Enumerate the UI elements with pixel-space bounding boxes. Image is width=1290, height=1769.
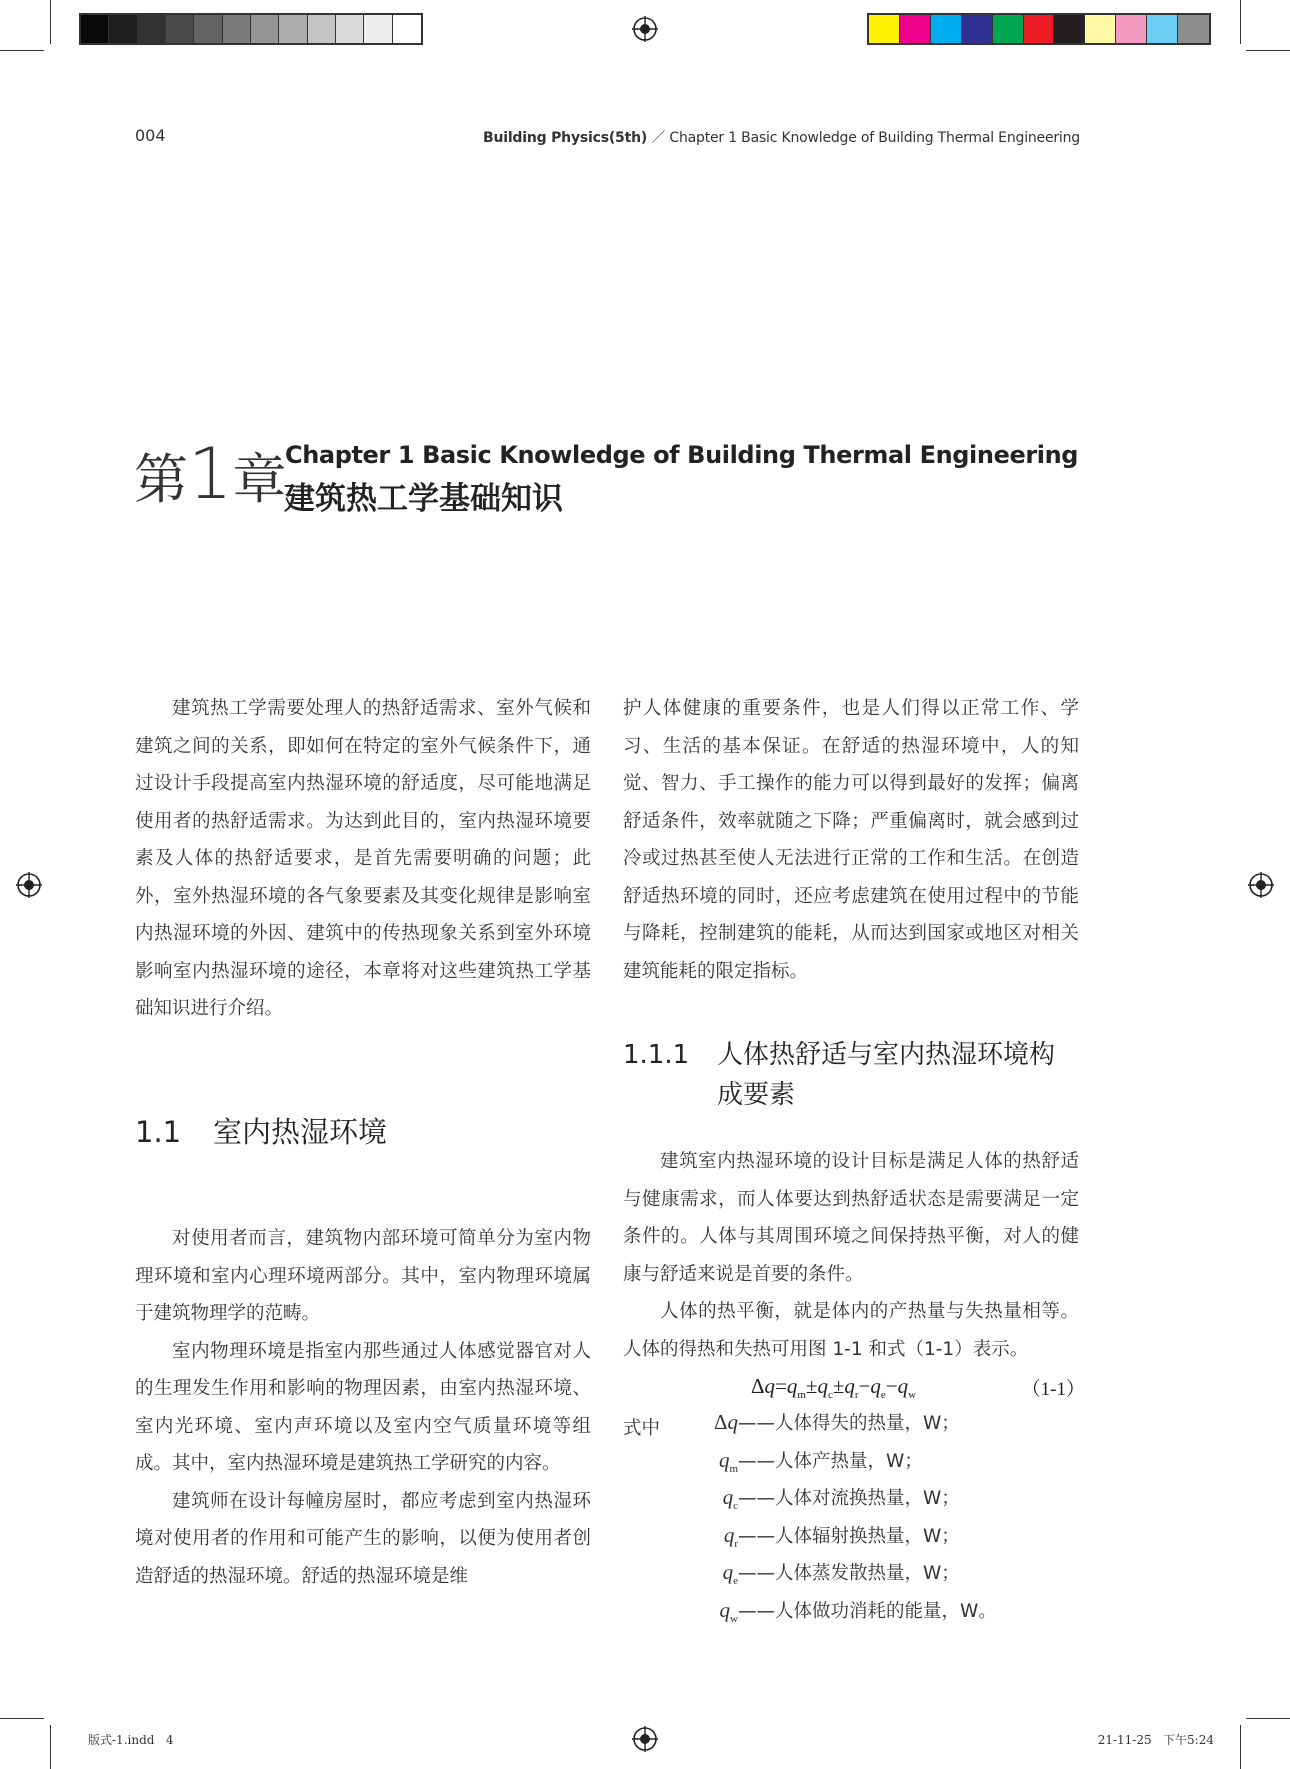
header-separator: ／	[651, 130, 666, 146]
color-swatch	[81, 15, 109, 43]
crop-mark	[1240, 0, 1241, 44]
subsection-title: 人体热舒适与室内热湿环境构	[717, 1040, 1056, 1070]
symbol-definition-row	[680, 1559, 960, 1587]
color-swatch	[393, 15, 421, 43]
grayscale-color-bar	[79, 13, 423, 45]
chapter-reference: Chapter 1 Basic Knowledge of Building Thermal Engineering	[669, 130, 1080, 146]
subsection-heading	[623, 1035, 1093, 1115]
paragraph: 建筑室内热湿环境的设计目标是满足人体的热舒适与健康需求，而人体要达到热舒适状态是需要满足一定条件的。人体与其周围环境之间保持热平衡，对人的健康与舒适来说是首要的条件。	[623, 1151, 1079, 1285]
symbol-definition-row	[680, 1447, 923, 1475]
where-label: 式中	[623, 1418, 661, 1439]
color-swatch	[1147, 15, 1178, 43]
symbol-definition-row	[680, 1484, 960, 1512]
registration-mark-icon	[632, 1726, 658, 1752]
left-column	[135, 690, 591, 1028]
crop-mark	[1246, 1718, 1290, 1719]
color-swatch	[1024, 15, 1055, 43]
paragraph: 建筑师在设计每幢房屋时，都应考虑到室内热湿环境对使用者的作用和可能产生的影响，以便为使用者创造舒适的热湿环境。舒适的热湿环境是维	[135, 1490, 591, 1587]
chapter-suffix: 章	[232, 448, 287, 511]
color-swatch	[1085, 15, 1116, 43]
color-swatch	[364, 15, 392, 43]
color-swatch	[223, 15, 251, 43]
continued-paragraph: 护人体健康的重要条件，也是人们得以正常工作、学习、生活的基本保证。在舒适的热湿环境中，人的知觉、智力、手工操作的能力可以得到最好的发挥；偏离舒适条件，效率就随之下降；严重偏离时，就会感到过冷或过热甚至使人无法进行正常的工作和生活。在创造舒适热环境的同时，还应考虑建筑在使用过程中的节能与降耗，控制建筑的能耗，从而达到国家或地区对相关建筑能耗的限定指标。	[623, 698, 1079, 982]
equation-number: （1-1）	[1021, 1379, 1085, 1400]
symbol: $q_r$	[723, 1522, 738, 1550]
footer-filename: 版式-1.indd 4	[88, 1733, 174, 1747]
symbol: $q_w$	[719, 1597, 738, 1625]
symbol-definition-row	[680, 1522, 960, 1550]
right-column	[623, 690, 1079, 990]
color-swatch	[336, 15, 364, 43]
symbol: $q_c$	[722, 1485, 738, 1513]
registration-mark-icon	[632, 16, 658, 42]
registration-mark-icon	[16, 872, 42, 898]
section-title: 室内热湿环境	[213, 1115, 388, 1149]
color-swatch	[251, 15, 279, 43]
symbol: $q_m$	[718, 1447, 738, 1475]
chapter-heading	[134, 433, 1079, 517]
color-swatch	[993, 15, 1024, 43]
symbol-definition-row	[680, 1409, 960, 1435]
color-swatch	[138, 15, 166, 43]
color-swatch	[194, 15, 222, 43]
section-number: 1.1	[135, 1115, 182, 1149]
color-swatch	[1116, 15, 1147, 43]
color-swatch	[279, 15, 307, 43]
color-swatch	[1054, 15, 1085, 43]
section-heading	[135, 1110, 387, 1151]
color-swatch	[109, 15, 137, 43]
crop-mark	[0, 1718, 44, 1719]
color-swatch	[308, 15, 336, 43]
crop-mark	[50, 0, 51, 44]
color-swatch	[869, 15, 900, 43]
intro-paragraph: 建筑热工学需要处理人的热舒适需求、室外气候和建筑之间的关系，即如何在特定的室外气候条件下，通过设计手段提高室内热湿环境的舒适度，尽可能地满足使用者的热舒适需求。为达到此目的，室内热湿环境要素及人体的热舒适要求，是首先需要明确的问题；此外，室外热湿环境的各气象要素及其变化规律是影响室内热湿环境的外因、建筑中的传热现象关系到室外环境影响室内热湿环境的途径，本章将对这些建筑热工学基础知识进行介绍。	[135, 698, 591, 1019]
chapter-number: 1	[188, 433, 233, 515]
equation-lhs: Δq	[751, 1374, 776, 1398]
color-swatch	[962, 15, 993, 43]
crop-mark	[50, 1725, 51, 1769]
symbol-definition-row	[680, 1597, 997, 1625]
page-number: 004	[135, 126, 166, 145]
definition-text: ——人体做功消耗的能量，W。	[738, 1600, 997, 1622]
left-column-body	[135, 1220, 591, 1595]
equation-body: $\Delta q=q_m\pm q_c\pm q_r-q_e-q_w$	[751, 1374, 917, 1402]
equation-1-1	[623, 1374, 1085, 1410]
chapter-number-label	[134, 433, 287, 515]
definition-text: ——人体得失的热量，W；	[738, 1413, 960, 1434]
chapter-title-en: Chapter 1 Basic Knowledge of Building Thermal Engineering	[285, 441, 1079, 469]
subsection-number: 1.1.1	[623, 1040, 690, 1070]
crop-mark	[1246, 50, 1290, 51]
crop-mark	[0, 50, 44, 51]
symbol: Δq	[713, 1410, 738, 1434]
subsection-line-2: 成要素	[717, 1080, 796, 1110]
symbol: $q_e$	[722, 1560, 738, 1588]
chapter-title-cn: 建筑热工学基础知识	[284, 481, 563, 517]
running-header	[483, 127, 1080, 147]
process-color-bar	[867, 13, 1211, 45]
right-column-body	[623, 1143, 1079, 1368]
paragraph: 对使用者而言，建筑物内部环境可简单分为室内物理环境和室内心理环境两部分。其中，室内物理环境属于建筑物理学的范畴。	[135, 1228, 591, 1324]
footer-timestamp: 21-11-25 下午5:24	[1097, 1733, 1214, 1747]
definition-text: ——人体产热量，W；	[738, 1450, 923, 1472]
paragraph: 人体的热平衡，就是体内的产热量与失热量相等。人体的得热和失热可用图 1-1 和式（1-1）表示。	[623, 1301, 1079, 1360]
definition-text: ——人体对流换热量，W；	[738, 1488, 960, 1509]
paragraph: 室内物理环境是指室内那些通过人体感觉器官对人的生理发生作用和影响的物理因素，由室内热湿环境、室内光环境、室内声环境以及室内空气质量环境等组成。其中，室内热湿环境是建筑热工学研究的内容。	[135, 1340, 591, 1474]
registration-mark-icon	[1248, 872, 1274, 898]
definition-text: ——人体辐射换热量，W；	[738, 1525, 960, 1547]
book-title: Building Physics(5th)	[483, 130, 648, 146]
color-swatch	[931, 15, 962, 43]
crop-mark	[1240, 1725, 1241, 1769]
color-swatch	[166, 15, 194, 43]
color-swatch	[900, 15, 931, 43]
definition-text: ——人体蒸发散热量，W；	[738, 1563, 960, 1584]
subsection-line-1	[623, 1035, 1093, 1075]
chapter-prefix: 第	[134, 448, 188, 511]
color-swatch	[1178, 15, 1209, 43]
